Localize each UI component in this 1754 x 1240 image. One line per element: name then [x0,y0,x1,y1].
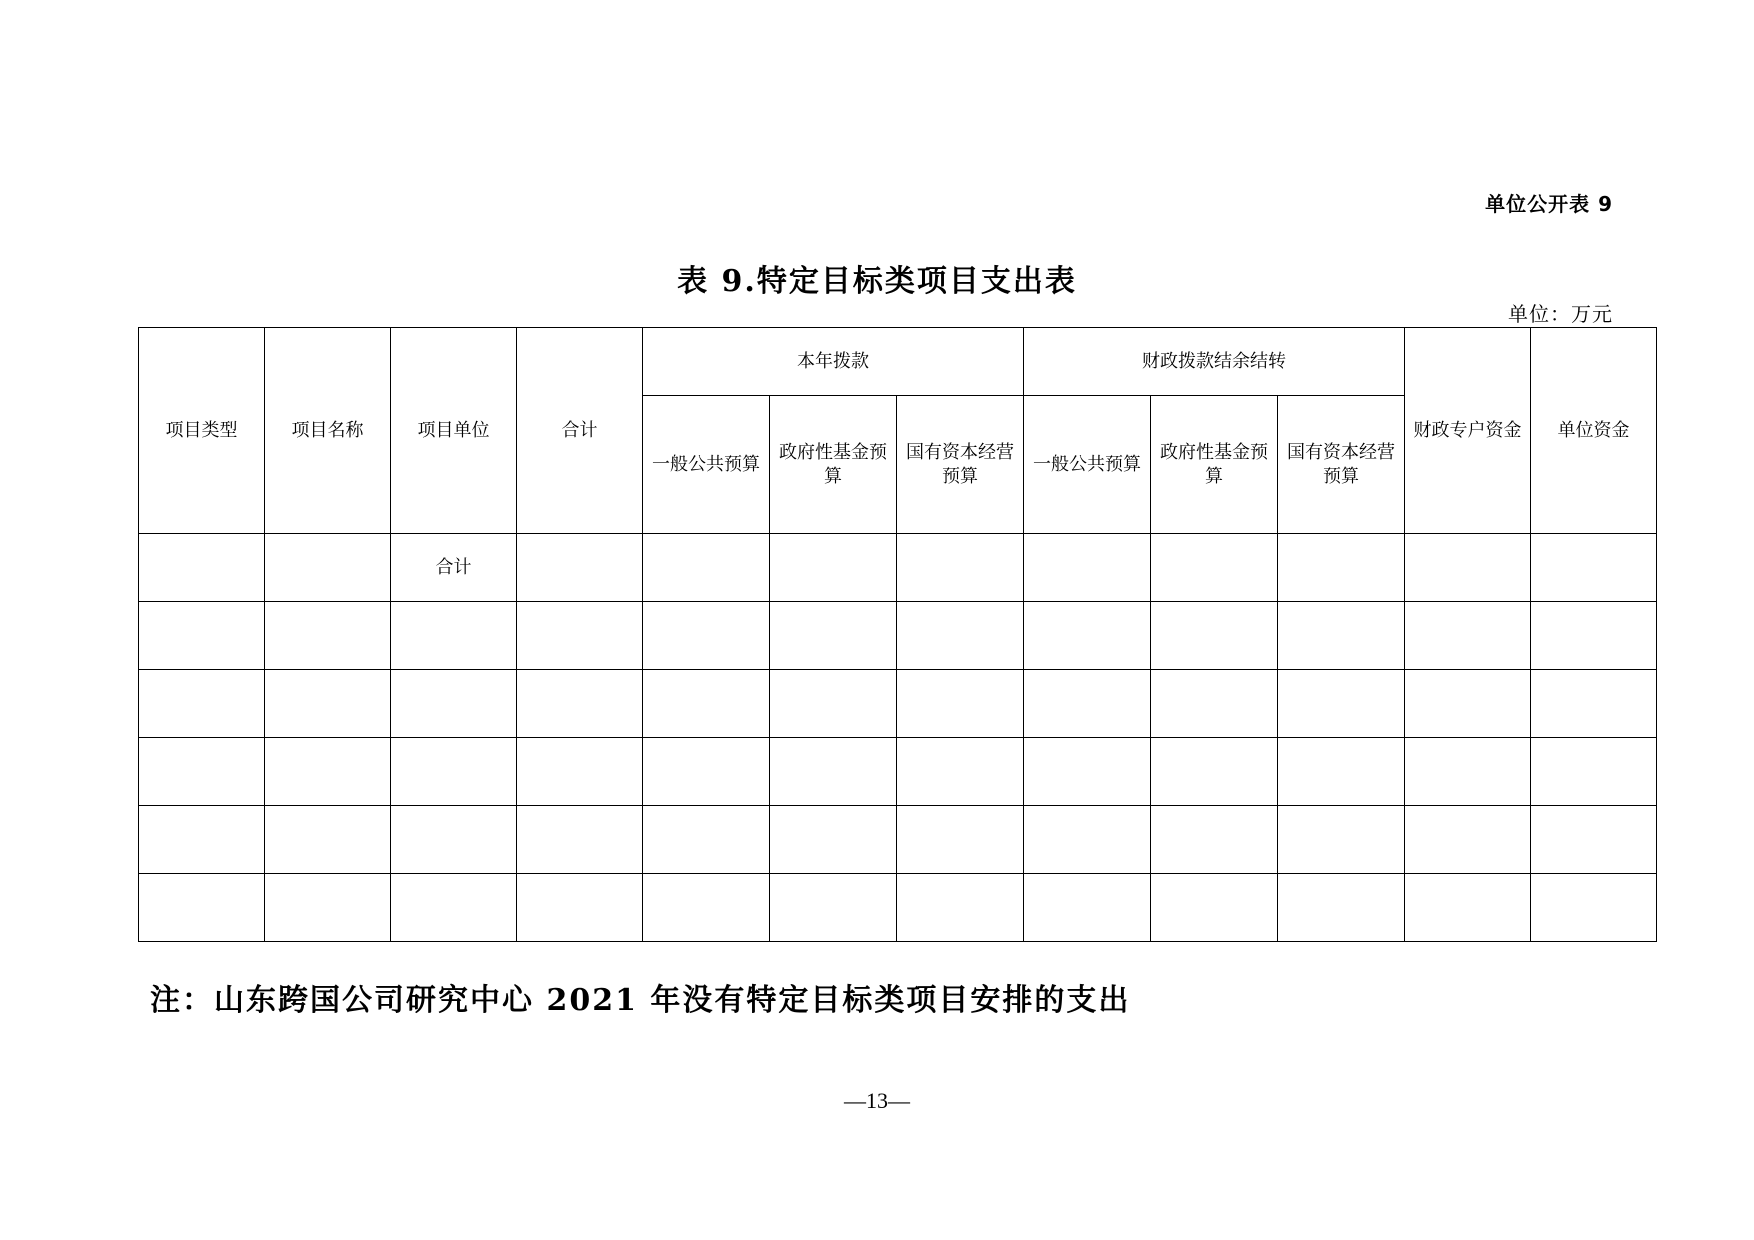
table-cell [1278,670,1405,738]
table-cell [265,534,391,602]
table-cell [770,806,897,874]
header-project-name: 项目名称 [265,328,391,534]
header-unit-funds: 单位资金 [1531,328,1657,534]
table-cell [1278,602,1405,670]
total-row [139,534,1657,602]
table-cell [1151,806,1278,874]
table-cell [1405,874,1531,942]
header-total: 合计 [517,328,643,534]
table-cell [1024,670,1151,738]
table-cell [391,806,517,874]
table-cell [139,806,265,874]
table-cell [139,738,265,806]
table-cell [1024,806,1151,874]
unit-label: 单位：万元 [1508,302,1613,326]
table-cell [643,806,770,874]
table-cell [139,534,265,602]
table-cell [643,602,770,670]
table-cell [1151,602,1278,670]
header-current-state-capital-budget: 国有资本经营预算 [897,396,1024,534]
table-cell [770,602,897,670]
table-cell [1405,806,1531,874]
total-row-label: 合计 [391,534,517,602]
table-cell [1531,534,1657,602]
table-cell [265,738,391,806]
table-row [139,874,1657,942]
table-cell [897,534,1024,602]
footnote: 注：山东跨国公司研究中心 2021 年没有特定目标类项目安排的支出 [150,983,1131,1018]
table-cell [770,670,897,738]
document-label: 单位公开表 9 [1485,192,1613,216]
table-cell [265,806,391,874]
table-cell [265,602,391,670]
table-cell [1024,602,1151,670]
header-current-year-appropriation: 本年拨款 [643,328,1024,396]
table-cell [897,670,1024,738]
table-cell [643,874,770,942]
table-cell [897,874,1024,942]
table-cell [770,874,897,942]
table-cell [139,602,265,670]
table-cell [1151,670,1278,738]
table-cell [265,670,391,738]
table-cell [1024,874,1151,942]
table-cell [1278,806,1405,874]
page-title: 表 9.特定目标类项目支出表 [677,264,1077,299]
expenditure-table [138,327,1657,942]
table-cell [391,670,517,738]
table-cell [517,738,643,806]
table-cell [1531,602,1657,670]
table-cell [1151,534,1278,602]
header-fiscal-carryover: 财政拨款结余结转 [1024,328,1405,396]
table-cell [517,806,643,874]
table-cell [1405,738,1531,806]
table-cell [770,534,897,602]
table-cell [1151,874,1278,942]
table-cell [391,874,517,942]
table-cell [643,670,770,738]
table-cell [517,670,643,738]
header-current-gov-fund-budget: 政府性基金预算 [770,396,897,534]
table-row [139,602,1657,670]
table-cell [1024,534,1151,602]
header-project-unit: 项目单位 [391,328,517,534]
header-row-1 [139,328,1657,396]
table-cell [1531,670,1657,738]
table-cell [1024,738,1151,806]
table-cell [1531,806,1657,874]
table-cell [643,738,770,806]
table-cell [1151,738,1278,806]
table-cell [139,874,265,942]
table-cell [1278,874,1405,942]
table-cell [1405,602,1531,670]
table-cell [139,670,265,738]
page-number: —13— [844,1088,910,1113]
table-cell [391,602,517,670]
table-cell [265,874,391,942]
table-cell [1531,874,1657,942]
header-carryover-state-capital-budget: 国有资本经营预算 [1278,396,1405,534]
table-row [139,738,1657,806]
table-cell [897,602,1024,670]
table-cell [1531,738,1657,806]
header-current-general-budget: 一般公共预算 [643,396,770,534]
table-cell [1405,670,1531,738]
table-cell [517,602,643,670]
table-cell [1278,738,1405,806]
table-cell [517,534,643,602]
header-fiscal-special-account: 财政专户资金 [1405,328,1531,534]
table-cell [1278,534,1405,602]
header-project-type: 项目类型 [139,328,265,534]
table-cell [897,738,1024,806]
header-carryover-general-budget: 一般公共预算 [1024,396,1151,534]
table-cell [517,874,643,942]
table-cell [391,738,517,806]
header-carryover-gov-fund-budget: 政府性基金预算 [1151,396,1278,534]
table-cell [770,738,897,806]
table-cell [643,534,770,602]
table-row [139,670,1657,738]
table-cell [1405,534,1531,602]
table-cell [897,806,1024,874]
table-row [139,806,1657,874]
